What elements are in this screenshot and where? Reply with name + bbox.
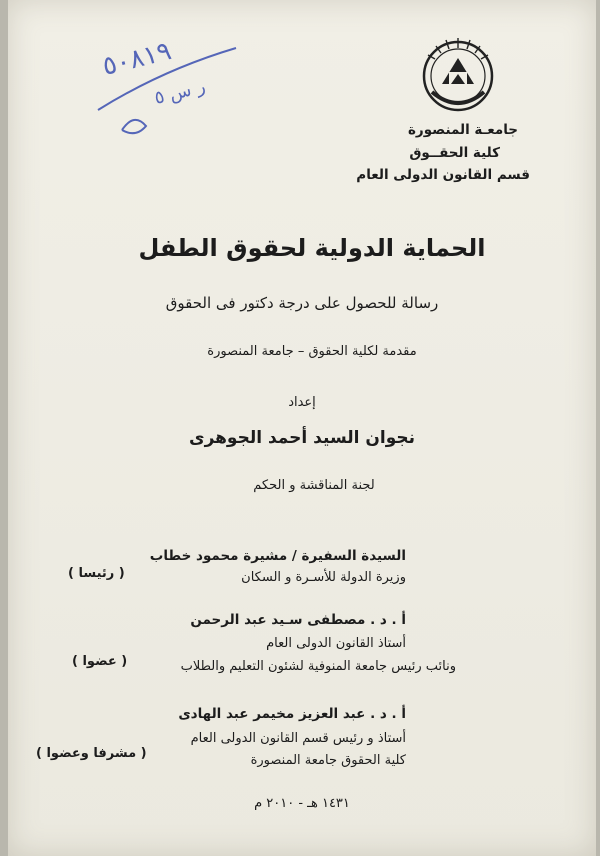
department-name: قسم القانون الدولى العام <box>356 167 530 183</box>
university-emblem-icon <box>418 34 498 114</box>
committee-heading: لجنة المناقشة و الحكم <box>253 478 375 493</box>
document-page <box>8 0 596 856</box>
committee-member-title: ونائب رئيس جامعة المنوفية لشئون التعليم والطلاب <box>180 659 456 674</box>
handwritten-code: ر س ٥ <box>152 76 208 109</box>
committee-member-title: أستاذ القانون الدولى العام <box>266 636 406 651</box>
prepared-by-label: إعداد <box>288 395 316 410</box>
committee-member-title: كلية الحقوق جامعة المنصورة <box>250 753 406 768</box>
thesis-date: ١٤٣١ هـ - ٢٠١٠ م <box>254 796 350 811</box>
committee-member-role: ( رئيسا ) <box>68 566 125 581</box>
faculty-name: كلية الحقــوق <box>409 145 500 161</box>
committee-member-title: أستاذ و رئيس قسم القانون الدولى العام <box>190 731 406 746</box>
handwritten-annotation <box>92 35 242 140</box>
thesis-subtitle: رسالة للحصول على درجة دكتور فى الحقوق <box>165 294 439 312</box>
thesis-title: الحماية الدولية لحقوق الطفل <box>138 234 486 262</box>
committee-member-title: وزيرة الدولة للأسـرة و السكان <box>241 570 406 585</box>
committee-member-role: ( مشرفا وعضوا ) <box>36 746 147 761</box>
committee-member-name: السيدة السفيرة / مشيرة محمود خطاب <box>149 548 406 564</box>
handwritten-number: ٥٠٨١٩ <box>99 35 175 83</box>
university-name: جامعـة المنصورة <box>407 122 518 138</box>
submitted-to: مقدمة لكلية الحقوق – جامعة المنصورة <box>207 344 417 359</box>
committee-member-role: ( عضوا ) <box>72 654 128 669</box>
committee-member-name: أ . د . عبد العزيز مخيمر عبد الهادى <box>178 706 406 722</box>
author-name: نجوان السيد أحمد الجوهرى <box>188 428 415 448</box>
committee-member-name: أ . د . مصطفى سـيد عبد الرحمن <box>190 612 406 628</box>
